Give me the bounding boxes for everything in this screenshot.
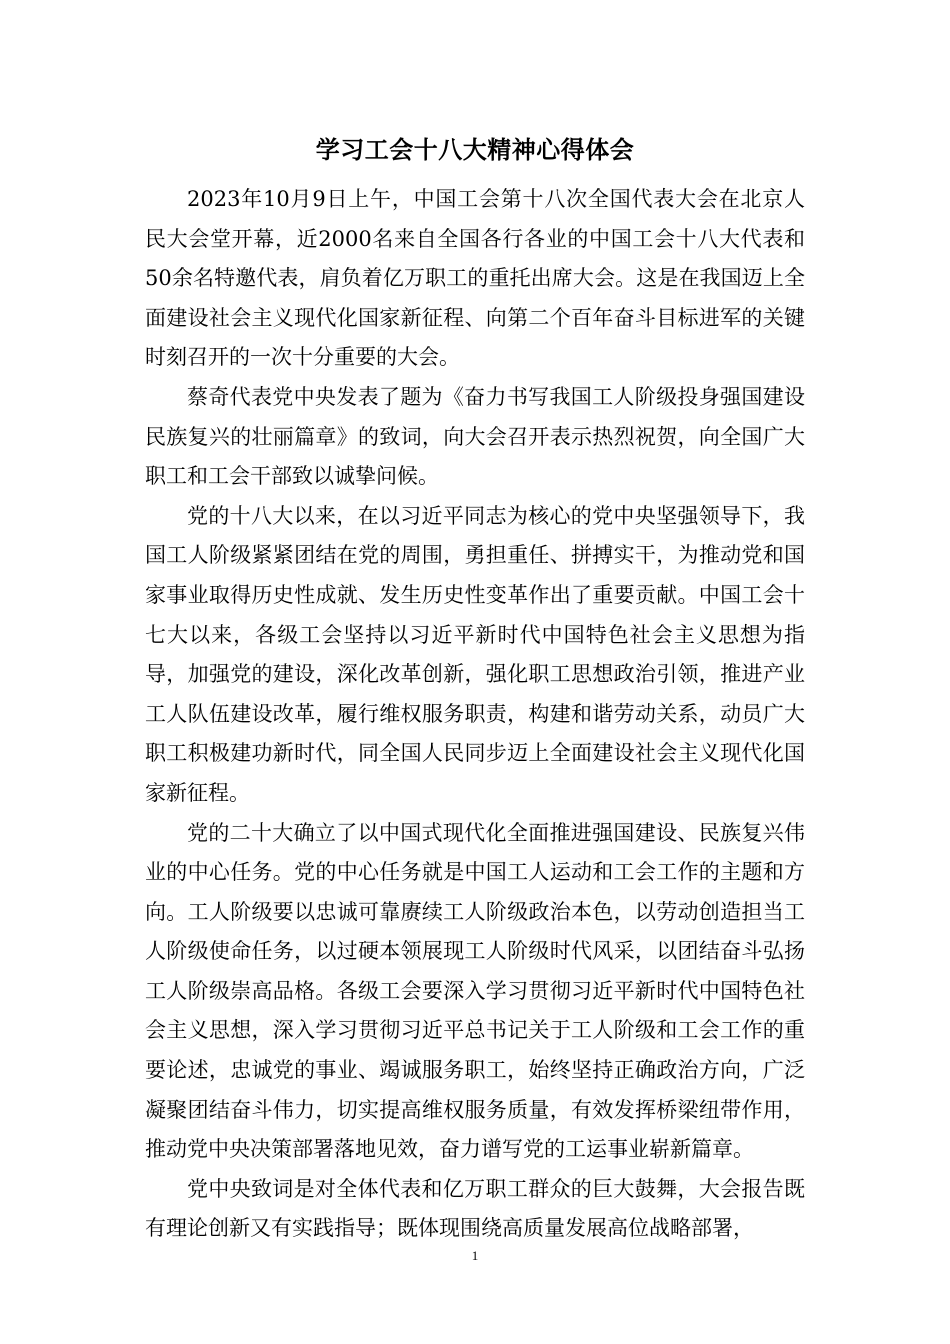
document-title: 学习工会十八大精神心得体会 <box>315 136 635 164</box>
paragraph-2: 蔡奇代表党中央发表了题为《奋力书写我国工人阶级投身强国建设民族复兴的壮丽篇章》的致词，向大会召开表示热烈祝贺，向全国广大职工和工会干部致以诚挚问候。 <box>145 384 805 489</box>
document-body <box>145 180 805 1249</box>
paragraph-4: 党的二十大确立了以中国式现代化全面推进强国建设、民族复兴伟业的中心任务。党的中心任务就是中国工人运动和工会工作的主题和方向。工人阶级要以忠诚可靠赓续工人阶级政治本色，以劳动创造担当工人阶级使命任务，以过硬本领展现工人阶级时代风采，以团结奋斗弘扬工人阶级崇高品格。各级工会要深入学习贯彻习近平新时代中国特色社会主义思想，深入学习贯彻习近平总书记关于工人阶级和工会工作的重要论述，忠诚党的事业、竭诚服务职工，始终坚持正确政治方向，广泛凝聚团结奋斗伟力，切实提高维权服务质量，有效发挥桥梁纽带作用，推动党中央决策部署落地见效，奋力谱写党的工运事业崭新篇章。 <box>145 820 805 1162</box>
paragraph-3: 党的十八大以来，在以习近平同志为核心的党中央坚强领导下，我国工人阶级紧紧团结在党的周围，勇担重任、拼搏实干，为推动党和国家事业取得历史性成就、发生历史性变革作出了重要贡献。中国工会十七大以来，各级工会坚持以习近平新时代中国特色社会主义思想为指导，加强党的建设，深化改革创新，强化职工思想政治引领，推进产业工人队伍建设改革，履行维权服务职责，构建和谐劳动关系，动员广大职工积极建功新时代，同全国人民同步迈上全面建设社会主义现代化国家新征程。 <box>145 503 805 805</box>
page-number: 1 <box>471 1248 479 1263</box>
paragraph-1: 2023年10月9日上午，中国工会第十八次全国代表大会在北京人民大会堂开幕，近2000名来自全国各行各业的中国工会十八大代表和50余名特邀代表，肩负着亿万职工的重托出席大会。这是在我国迈上全面建设社会主义现代化国家新征程、向第二个百年奋斗目标进军的关键时刻召开的一次十分重要的大会。 <box>145 187 805 370</box>
paragraph-5: 党中央致词是对全体代表和亿万职工群众的巨大鼓舞，大会报告既有理论创新又有实践指导；既体现围绕高质量发展高位战略部署， <box>145 1176 805 1241</box>
